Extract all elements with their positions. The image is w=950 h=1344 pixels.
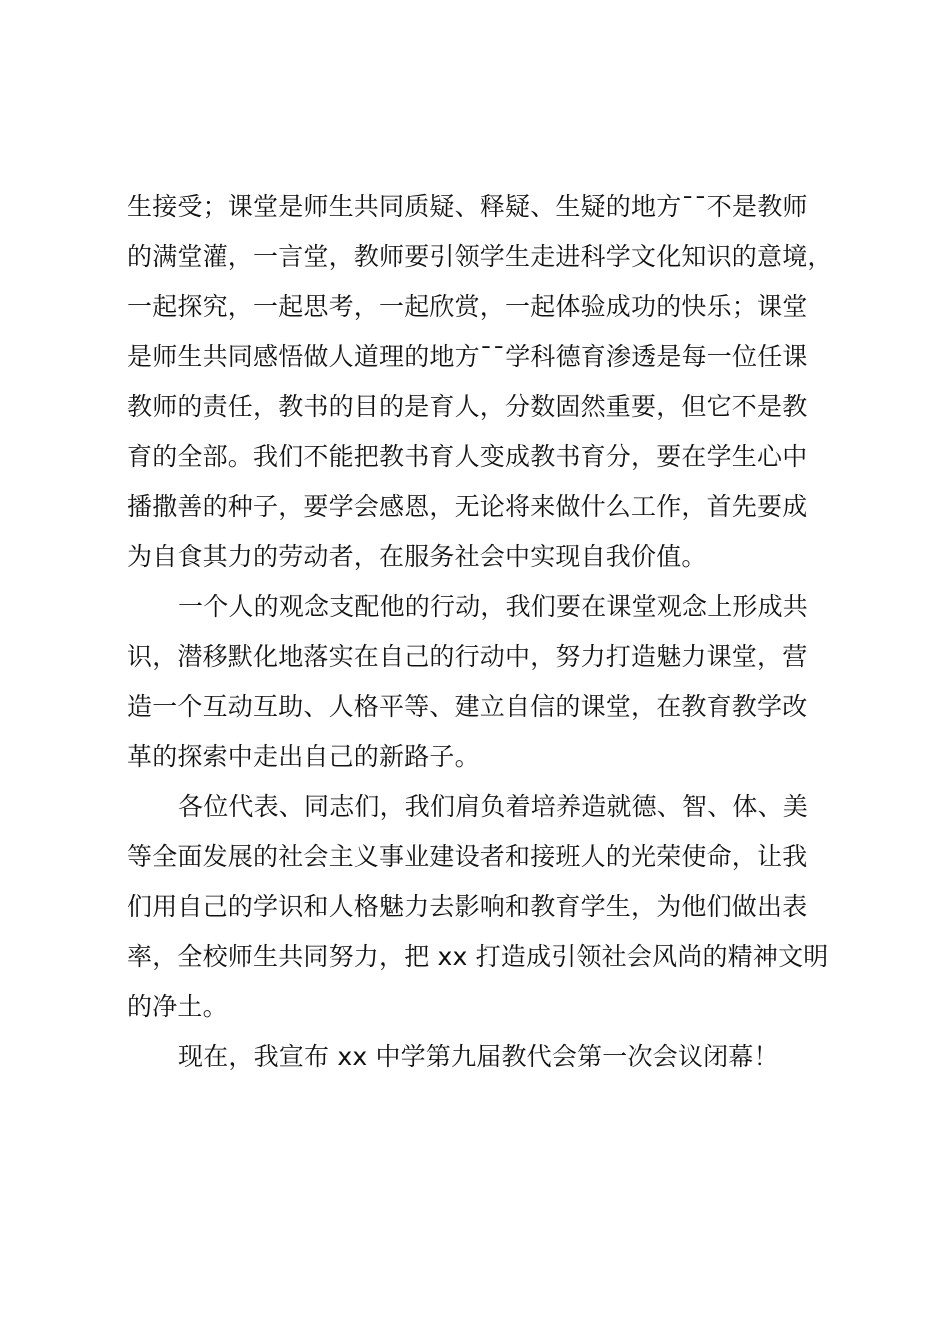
text-line: 播撒善的种子，要学会感恩，无论将来做什么工作，首先要成 [127,492,808,521]
text-line: 生接受；课堂是师生共同质疑、释疑、生疑的地方¯¯不是教师 [127,192,808,221]
text-line: 的满堂灌，一言堂，教师要引领学生走进科学文化知识的意境， [127,242,833,271]
closing-statement: 现在，我宣布 xx 中学第九届教代会第一次会议闭幕！ [178,1042,779,1071]
text-line: 是师生共同感悟做人道理的地方¯¯学科德育渗透是每一位任课 [127,342,808,371]
text-line: 教师的责任，教书的目的是育人，分数固然重要，但它不是教 [127,392,808,421]
text-line: 育的全部。我们不能把教书育人变成教书育分，要在学生心中 [127,442,808,471]
paragraph-start-line: 各位代表、同志们，我们肩负着培养造就德、智、体、美 [178,792,809,821]
text-line: 造一个互动互助、人格平等、建立自信的课堂，在教育教学改 [127,692,808,721]
text-line: 为自食其力的劳动者，在服务社会中实现自我价值。 [127,542,707,571]
text-line: 一起探究，一起思考，一起欣赏，一起体验成功的快乐；课堂 [127,292,808,321]
body-text [127,182,837,1082]
text-line: 的净土。 [127,992,228,1021]
text-line: 率，全校师生共同努力，把 xx 打造成引领社会风尚的精神文明 [127,942,829,971]
text-line: 革的探索中走出自己的新路子。 [127,742,480,771]
text-line: 们用自己的学识和人格魅力去影响和教育学生，为他们做出表 [127,892,808,921]
text-line: 识，潜移默化地落实在自己的行动中，努力打造魅力课堂，营 [127,642,808,671]
text-line: 等全面发展的社会主义事业建设者和接班人的光荣使命，让我 [127,842,808,871]
paragraph-start-line: 一个人的观念支配他的行动，我们要在课堂观念上形成共 [178,592,809,621]
